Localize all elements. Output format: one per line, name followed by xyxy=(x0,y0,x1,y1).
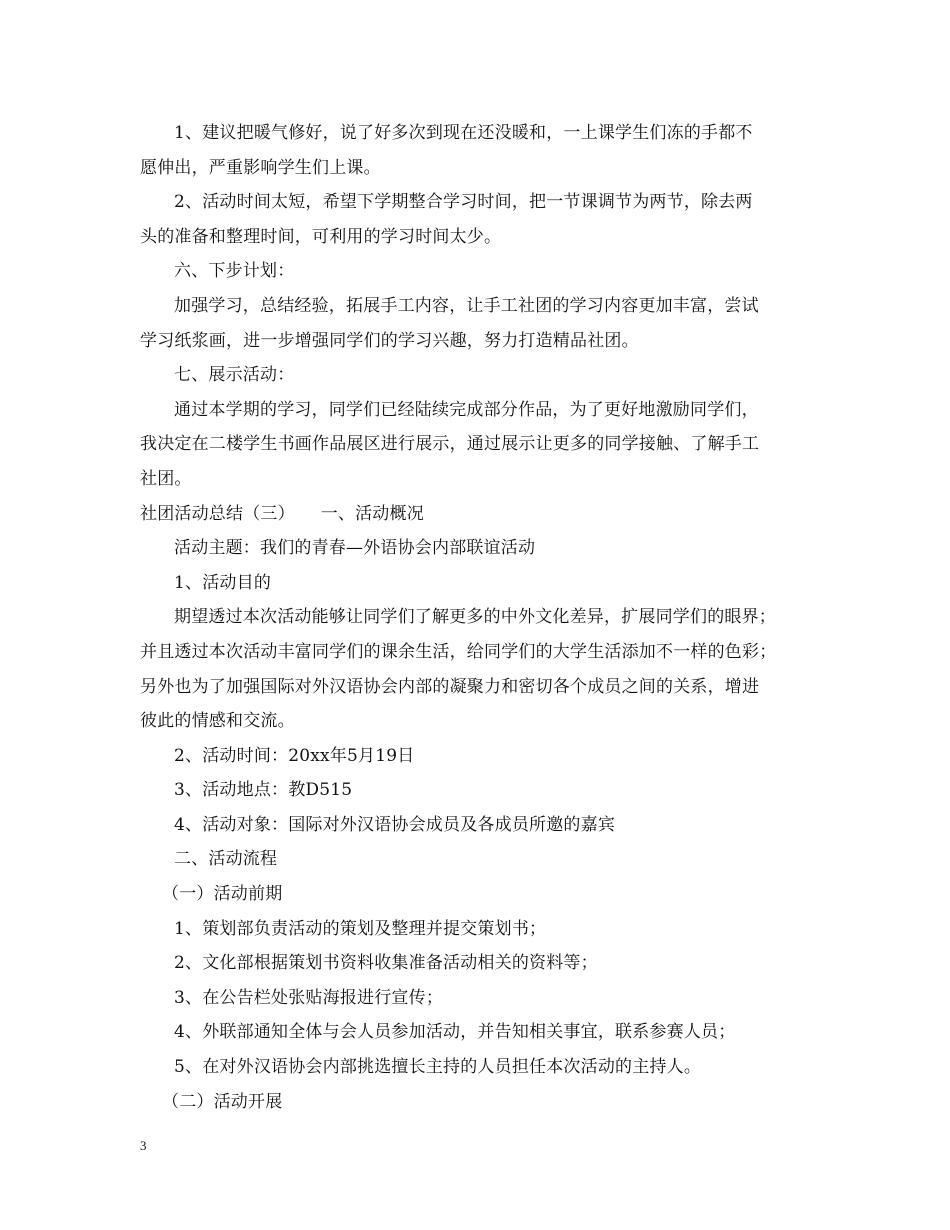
paragraph-line: 头的准备和整理时间，可利用的学习时间太少。 xyxy=(140,226,502,247)
paragraph-line: 愿伸出，严重影响学生们上课。 xyxy=(140,157,381,178)
paragraph-line: 我决定在二楼学生书画作品展区进行展示，通过展示让更多的同学接触、了解手工 xyxy=(140,434,760,455)
page-number: 3 xyxy=(140,1138,147,1153)
subsection-heading: （一）活动前期 xyxy=(162,884,283,905)
paragraph-line: 学习纸浆画，进一步增强同学们的学习兴趣，努力打造精品社团。 xyxy=(140,330,639,351)
paragraph-line: 彼此的情感和交流。 xyxy=(140,711,295,732)
paragraph-line: 3、活动地点：教D515 xyxy=(174,780,353,801)
section-heading: 二、活动流程 xyxy=(174,849,278,870)
list-item: 1、策划部负责活动的策划及整理并提交策划书； xyxy=(174,918,547,939)
paragraph-line: 通过本学期的学习，同学们已经陆续完成部分作品，为了更好地激励同学们， xyxy=(174,399,759,420)
list-item: 4、外联部通知全体与会人员参加活动，并告知相关事宜，联系参赛人员； xyxy=(174,1022,736,1043)
paragraph-line: 社团。 xyxy=(140,468,192,489)
paragraph-line: 另外也为了加强国际对外汉语协会内部的凝聚力和密切各个成员之间的关系，增进 xyxy=(140,676,760,697)
list-item: 5、在对外汉语协会内部挑选擅长主持的人员担任本次活动的主持人。 xyxy=(174,1057,702,1078)
paragraph-line: 2、活动时间：20xx年5月19日 xyxy=(174,745,415,766)
paragraph-line: 加强学习，总结经验，拓展手工内容，让手工社团的学习内容更加丰富，尝试 xyxy=(174,295,759,316)
section-title: 社团活动总结（三） 一、活动概况 xyxy=(140,503,424,524)
paragraph-line: 4、活动对象：国际对外汉语协会成员及各成员所邀的嘉宾 xyxy=(174,814,616,835)
document-body xyxy=(140,116,812,1119)
subsection-heading: （二）活动开展 xyxy=(162,1091,283,1112)
section-heading: 1、活动目的 xyxy=(174,572,272,593)
paragraph-line: 活动主题：我们的青春—外语协会内部联谊活动 xyxy=(174,538,536,559)
paragraph-line: 并且透过本次活动丰富同学们的课余生活，给同学们的大学生活添加不一样的色彩； xyxy=(140,641,777,662)
list-item: 2、文化部根据策划书资料收集准备活动相关的资料等； xyxy=(174,953,598,974)
section-heading: 六、下步计划： xyxy=(174,261,295,282)
section-heading: 七、展示活动： xyxy=(174,365,295,386)
paragraph-line: 期望透过本次活动能够让同学们了解更多的中外文化差异，扩展同学们的眼界； xyxy=(174,607,776,628)
list-item: 3、在公告栏处张贴海报进行宣传； xyxy=(174,987,444,1008)
paragraph-line: 1、建议把暖气修好，说了好多次到现在还没暖和，一上课学生们冻的手都不 xyxy=(174,123,753,143)
paragraph-line: 2、活动时间太短，希望下学期整合学习时间，把一节课调节为两节，除去两 xyxy=(174,192,753,213)
